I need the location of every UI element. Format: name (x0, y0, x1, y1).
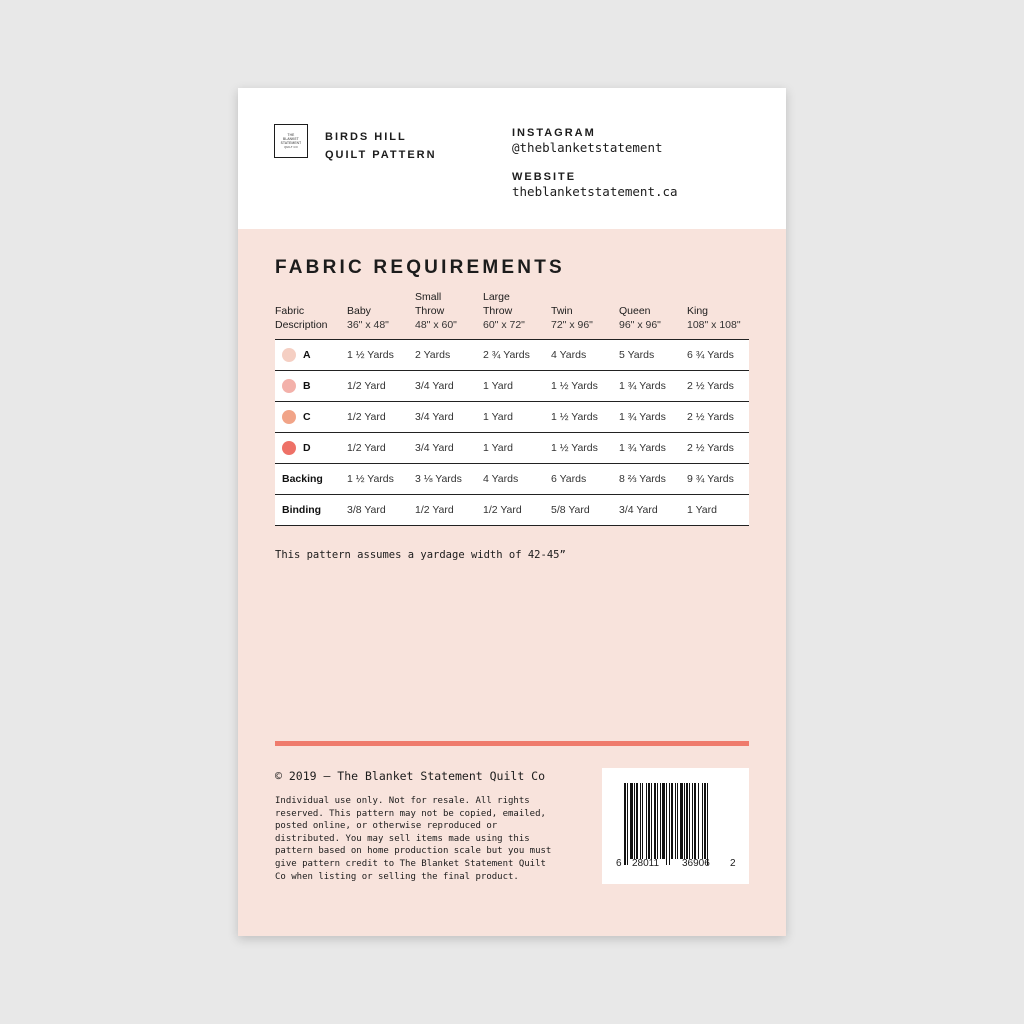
fabric-label: B (303, 380, 311, 392)
yardage-cell: 2 ½ Yards (687, 371, 749, 402)
yardage-cell: 1 Yard (483, 402, 551, 433)
yardage-cell: 2 Yards (415, 340, 483, 371)
yardage-cell: 2 ½ Yards (687, 402, 749, 433)
table-row (275, 371, 749, 402)
barcode-bar (648, 783, 650, 859)
fabric-label-cell (275, 464, 347, 495)
yardage-cell: 4 Yards (551, 340, 619, 371)
barcode-bar (669, 783, 670, 865)
barcode-bar (636, 783, 638, 859)
barcode-bar (692, 783, 693, 859)
fabric-label-cell (275, 495, 347, 526)
yardage-cell: 1 Yard (687, 495, 749, 526)
logo-line-3: STATEMENT (280, 140, 302, 145)
table-row (275, 464, 749, 495)
column-header (687, 290, 749, 340)
legal-line: pattern based on home production scale but you must (275, 846, 552, 857)
yardage-cell: 1 ½ Yards (551, 371, 619, 402)
barcode-bar (651, 783, 652, 859)
barcode-bar (654, 783, 656, 859)
table-body (275, 340, 749, 526)
column-dimensions: 48" x 60" (415, 319, 457, 331)
column-name: King (687, 305, 709, 317)
color-swatch-icon (282, 441, 296, 455)
yardage-cell: 3 ⅛ Yards (415, 464, 483, 495)
logo-line-2: BLANKET (283, 136, 299, 141)
column-header (619, 290, 687, 340)
column-dimensions: 36" x 48" (347, 319, 389, 331)
legal-line: reserved. This pattern may not be copied, emailed, (275, 808, 546, 819)
yardage-cell: 8 ⅔ Yards (619, 464, 687, 495)
brand-logo (274, 124, 308, 158)
barcode-bar (640, 783, 641, 859)
yardage-cell: 3/8 Yard (347, 495, 415, 526)
logo-line-1: THE (287, 132, 295, 137)
website-label: WEBSITE (512, 171, 577, 183)
yardage-cell: 6 ¾ Yards (687, 340, 749, 371)
column-name: Large Throw (483, 291, 513, 317)
fabric-label: D (303, 442, 311, 454)
pattern-title (325, 128, 437, 164)
pattern-card (238, 88, 786, 936)
yardage-cell: 5 Yards (619, 340, 687, 371)
barcode-bar (675, 783, 676, 859)
yardage-cell: 5/8 Yard (551, 495, 619, 526)
fabric-label-cell (275, 371, 347, 402)
column-name: Fabric Description (275, 305, 328, 331)
instagram-label: INSTAGRAM (512, 127, 596, 139)
column-name: Queen (619, 305, 651, 317)
column-header (275, 290, 347, 340)
barcode-bar (680, 783, 683, 859)
column-name: Small Throw (415, 291, 445, 317)
table-row (275, 495, 749, 526)
yardage-cell: 3/4 Yard (415, 402, 483, 433)
barcode-bar (630, 783, 633, 859)
barcode-bar (624, 783, 626, 865)
barcode-bar (671, 783, 673, 859)
yardage-note: This pattern assumes a yardage width of 42-45” (275, 549, 566, 561)
barcode-bar (660, 783, 661, 859)
legal-line: Co when listing or selling the final product. (275, 871, 519, 882)
table-row (275, 340, 749, 371)
barcode (602, 768, 749, 884)
yardage-cell: 1 ½ Yards (551, 402, 619, 433)
yardage-cell: 1 ½ Yards (551, 433, 619, 464)
legal-line: Individual use only. Not for resale. All rights (275, 796, 530, 806)
yardage-cell: 1 Yard (483, 433, 551, 464)
legal-text (275, 795, 583, 883)
yardage-cell: 1 ½ Yards (347, 464, 415, 495)
legal-line: give pattern credit to The Blanket Statement Quilt (275, 858, 546, 869)
yardage-cell: 9 ¾ Yards (687, 464, 749, 495)
yardage-cell: 3/4 Yard (415, 371, 483, 402)
yardage-cell: 1/2 Yard (415, 495, 483, 526)
color-swatch-icon (282, 348, 296, 362)
column-header (347, 290, 415, 340)
barcode-bar (689, 783, 690, 859)
instagram-handle[interactable]: @theblanketstatement (512, 140, 663, 155)
barcode-bar (686, 783, 688, 859)
column-header (551, 290, 619, 340)
yardage-cell: 2 ¾ Yards (483, 340, 551, 371)
logo-subline: QUILT CO (284, 145, 298, 149)
barcode-bar (694, 783, 696, 859)
legal-line: distributed. You may sell items made using this (275, 833, 530, 844)
barcode-digits (602, 858, 749, 870)
fabric-label: Backing (282, 473, 323, 486)
fabric-label: A (303, 349, 311, 361)
barcode-bar (707, 783, 708, 865)
yardage-cell: 6 Yards (551, 464, 619, 495)
yardage-cell: 1/2 Yard (347, 433, 415, 464)
yardage-cell: 4 Yards (483, 464, 551, 495)
barcode-digit-lead: 6 (616, 858, 622, 869)
yardage-cell: 1/2 Yard (483, 495, 551, 526)
pattern-title-line-1: BIRDS HILL (325, 131, 407, 143)
barcode-digit-check: 2 (730, 858, 736, 869)
yardage-cell: 3/4 Yard (619, 495, 687, 526)
barcode-bar (704, 783, 706, 859)
yardage-cell: 1 Yard (483, 371, 551, 402)
column-header (483, 290, 551, 340)
color-swatch-icon (282, 379, 296, 393)
fabric-label: C (303, 411, 311, 423)
yardage-cell: 1 ¾ Yards (619, 371, 687, 402)
column-dimensions: 60" x 72" (483, 319, 525, 331)
yardage-cell: 1 ¾ Yards (619, 433, 687, 464)
fabric-label: Binding (282, 504, 322, 517)
copyright-text: © 2019 – The Blanket Statement Quilt Co (275, 769, 546, 783)
barcode-bar (627, 783, 628, 865)
footer-divider (275, 741, 749, 746)
section-heading: FABRIC REQUIREMENTS (275, 257, 565, 278)
fabric-requirements-table (275, 290, 749, 526)
website-link[interactable]: theblanketstatement.ca (512, 184, 678, 199)
column-name: Baby (347, 305, 371, 317)
barcode-digit-left: 28011 (632, 858, 660, 869)
barcode-bar (657, 783, 658, 859)
barcode-digit-right: 36906 (682, 858, 710, 869)
card-header (238, 88, 786, 229)
column-header (415, 290, 483, 340)
barcode-bar (634, 783, 635, 859)
table-row (275, 402, 749, 433)
color-swatch-icon (282, 410, 296, 424)
barcode-bar (684, 783, 685, 859)
column-dimensions: 108" x 108" (687, 319, 741, 331)
barcode-bar (698, 783, 699, 859)
yardage-cell: 1 ¾ Yards (619, 402, 687, 433)
contact-info (512, 126, 678, 200)
table-row (275, 433, 749, 464)
barcode-bar (642, 783, 643, 859)
table-header-row (275, 290, 749, 340)
fabric-label-cell (275, 433, 347, 464)
barcode-bar (702, 783, 703, 859)
column-name: Twin (551, 305, 573, 317)
fabric-label-cell (275, 402, 347, 433)
yardage-cell: 1/2 Yard (347, 402, 415, 433)
yardage-cell: 3/4 Yard (415, 433, 483, 464)
column-dimensions: 96" x 96" (619, 319, 661, 331)
barcode-bar (646, 783, 647, 859)
barcode-bar (662, 783, 665, 859)
yardage-cell: 2 ½ Yards (687, 433, 749, 464)
legal-line: posted online, or otherwise reproduced or (275, 821, 498, 832)
barcode-bar (677, 783, 678, 859)
column-dimensions: 72" x 96" (551, 319, 593, 331)
fabric-label-cell (275, 340, 347, 371)
barcode-bar (666, 783, 667, 865)
yardage-cell: 1/2 Yard (347, 371, 415, 402)
pattern-title-line-2: QUILT PATTERN (325, 149, 437, 161)
yardage-cell: 1 ½ Yards (347, 340, 415, 371)
